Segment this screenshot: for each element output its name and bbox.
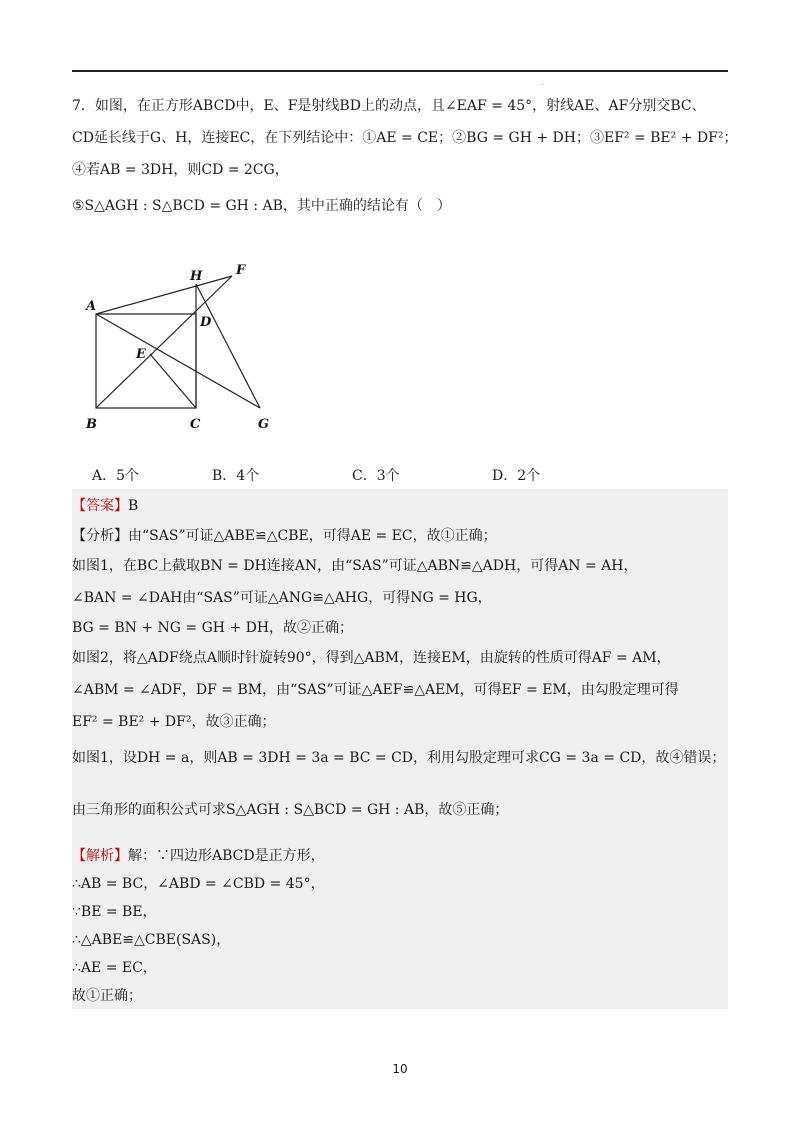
analysis-line-9: 由三角形的面积公式可求S△AGH : S△BCD = GH : AB，故⑤正确； — [72, 802, 509, 818]
solution-line-4: ∴△ABE≌△CBE(SAS)， — [72, 932, 231, 948]
label-b: B — [86, 417, 97, 432]
analysis-line-7: EF² = BE² + DF²，故③正确； — [72, 714, 276, 730]
analysis-line-2: 如图1，在BC上截取BN = DH连接AN，由“SAS”可证△ABN≌△ADH，可得AN = AH， — [72, 558, 638, 574]
solution-line-1 — [72, 846, 325, 866]
question-line-4: ⑤S△AGH : S△BCD = GH : AB，其中正确的结论有（ ） — [72, 198, 451, 214]
line-bf — [96, 276, 232, 408]
label-e: E — [136, 347, 146, 362]
label-g: G — [258, 417, 270, 432]
option-c[interactable] — [352, 466, 400, 486]
answer-value: B — [128, 498, 139, 514]
question-line-3: ④若AB = 3DH，则CD = 2CG， — [72, 162, 289, 178]
analysis-line-6: ∠ABM = ∠ADF，DF = BM，由“SAS”可证△AEF≌△AEM，可得EF = EM，由勾股定理可得 — [72, 682, 679, 698]
label-d: D — [200, 315, 212, 330]
answer-line — [72, 496, 138, 516]
option-d[interactable] — [492, 466, 540, 486]
option-a[interactable] — [92, 466, 139, 486]
analysis-line-1 — [72, 526, 497, 546]
label-h: H — [190, 269, 203, 284]
option-c-text: 3个 — [376, 468, 400, 484]
analysis-line-8: 如图1，设DH = a，则AB = 3DH = 3a = BC = CD，利用勾股定理可求CG = 3a = CD，故④错误； — [72, 750, 726, 766]
answer-tag: 【答案】 — [72, 498, 128, 514]
geometry-svg — [80, 258, 280, 438]
option-c-letter: C． — [352, 468, 377, 484]
solution-line-3: ∵BE = BE， — [72, 904, 157, 920]
option-d-text: 2个 — [517, 468, 541, 484]
label-a: A — [86, 299, 97, 314]
geometry-figure — [80, 258, 280, 438]
solution-line-6: 故①正确； — [72, 988, 142, 1004]
solution-tag: 【解析】 — [72, 848, 128, 864]
option-b-text: 4个 — [236, 468, 260, 484]
solution-line-5: ∴AE = EC， — [72, 960, 157, 976]
option-a-letter: A． — [92, 468, 117, 484]
option-b-letter: B． — [212, 468, 237, 484]
solution-line-2: ∴AB = BC，∠ABD = ∠CBD = 45°， — [72, 876, 325, 892]
option-a-text: 5个 — [116, 468, 140, 484]
analysis-text-1: 由“SAS”可证△ABE≌△CBE，可得AE = EC，故①正确； — [128, 528, 497, 544]
question-line-2: CD延长线于G、H，连接EC，在下列结论中：①AE = CE；②BG = GH + DH；③EF² = BE² + DF²； — [72, 130, 738, 146]
label-f: F — [236, 263, 246, 278]
page-number: 10 — [392, 1062, 408, 1076]
option-b[interactable] — [212, 466, 259, 486]
option-d-letter: D． — [492, 468, 518, 484]
header-dot: . — [541, 78, 544, 87]
header-rule — [72, 70, 728, 72]
analysis-line-3: ∠BAN = ∠DAH由“SAS”可证△ANG≌△AHG，可得NG = HG， — [72, 590, 492, 606]
analysis-line-4: BG = BN + NG = GH + DH，故②正确； — [72, 620, 354, 636]
line-ec — [150, 354, 196, 408]
analysis-tag: 【分析】 — [72, 528, 128, 544]
label-c: C — [190, 417, 201, 432]
question-line-1: 7．如图，在正方形ABCD中，E、F是射线BD上的动点，且∠EAF = 45°，射线AE、AF分别交BC、 — [72, 98, 706, 114]
analysis-line-5: 如图2，将△ADF绕点A顺时针旋转90°，得到△ABM，连接EM，由旋转的性质可得AF = AM， — [72, 650, 671, 666]
solution-text-1: 解：∵四边形ABCD是正方形， — [128, 848, 325, 864]
